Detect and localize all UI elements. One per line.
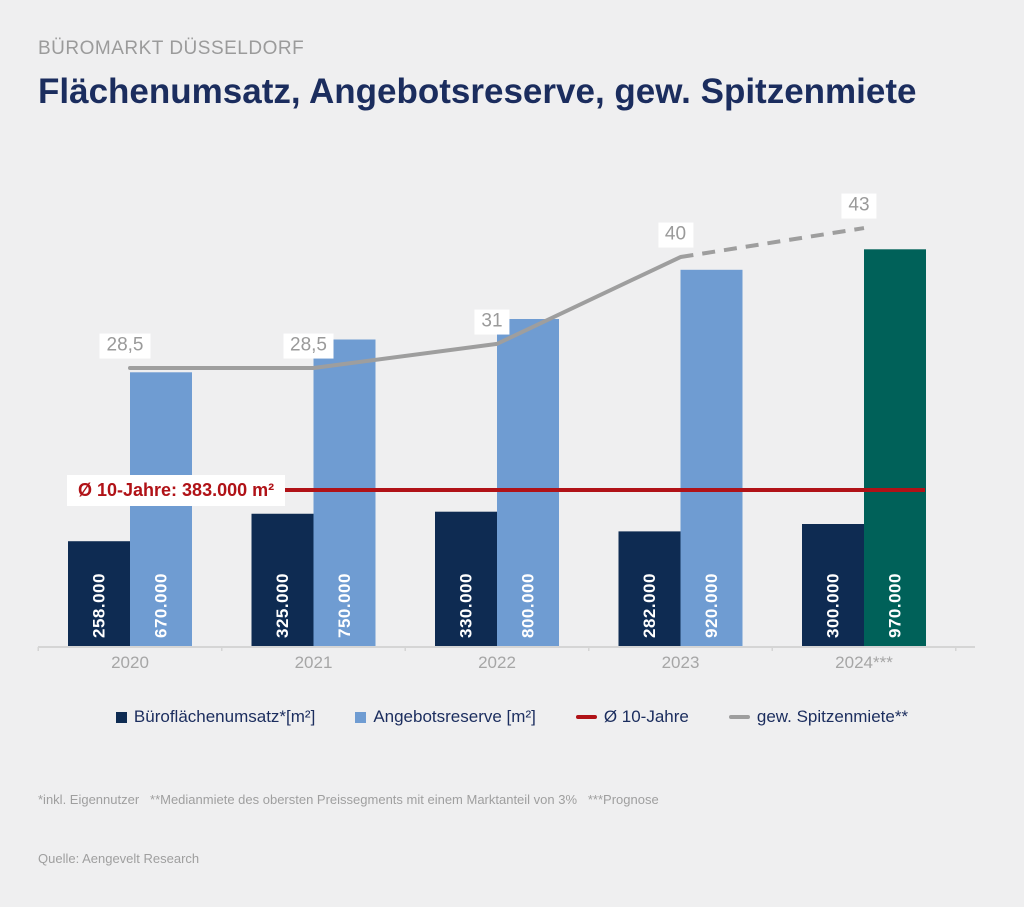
chart-legend: [0, 707, 1024, 727]
bar-value-label-umsatz-2024: 300.000: [823, 573, 843, 638]
spitzenmiete-line: [130, 257, 681, 368]
spitzenmiete-value-label-2024: 43: [841, 194, 876, 219]
legend-label: gew. Spitzenmiete**: [756, 707, 909, 726]
header-eyebrow: BÜROMARKT DÜSSELDORF: [38, 38, 305, 59]
spitzenmiete-line-forecast: [681, 228, 865, 257]
legend-square-icon: [355, 712, 366, 723]
x-axis-label-2021: 2021: [294, 653, 333, 672]
legend-item-umsatz: [116, 707, 315, 727]
bar-value-label-reserve-2022: 800.000: [518, 573, 538, 638]
spitzenmiete-value-label-2021: 28,5: [283, 334, 334, 359]
spitzenmiete-value-label-2022: 31: [474, 309, 509, 334]
bar-value-label-umsatz-2020: 258.000: [89, 573, 109, 638]
legend-label: Büroflächenumsatz*[m²]: [133, 707, 316, 726]
bar-value-label-reserve-2020: 670.000: [151, 573, 171, 638]
x-axis-label-2020: 2020: [111, 653, 149, 672]
footnotes: [38, 751, 659, 907]
bar-value-label-umsatz-2021: 325.000: [273, 573, 292, 638]
page-title: Flächenumsatz, Angebotsreserve, gew. Spitzenmiete: [38, 72, 917, 111]
x-axis-label-2022: 2022: [478, 653, 516, 672]
legend-dash-icon: [576, 715, 597, 719]
x-axis-label-2023: 2023: [661, 653, 700, 672]
legend-label: Angebotsreserve [m²]: [373, 707, 536, 726]
bar-value-label-reserve-2023: 920.000: [702, 573, 721, 638]
legend-square-icon: [116, 712, 127, 723]
spitzenmiete-value-label-2023: 40: [658, 223, 693, 248]
bar-value-label-reserve-2024: 970.000: [885, 573, 905, 638]
bar-value-label-umsatz-2022: 330.000: [456, 573, 476, 638]
legend-item-reserve: [355, 707, 536, 727]
bar-value-label-umsatz-2023: 282.000: [640, 573, 659, 638]
footnote-line: *inkl. Eigennutzer **Medianmiete des obersten Preissegments mit einem Marktanteil von 3% ***Prognose: [38, 792, 659, 807]
x-axis-label-2024: 2024***: [835, 653, 893, 672]
legend-item-spitzenmiete: [729, 707, 908, 727]
legend-dash-icon: [729, 715, 750, 719]
legend-label: Ø 10-Jahre: [603, 707, 689, 726]
bar-value-label-reserve-2021: 750.000: [335, 573, 354, 638]
reference-line-label: Ø 10-Jahre: 383.000 m²: [67, 475, 285, 506]
source-line: Quelle: Aengevelt Research: [38, 850, 200, 866]
spitzenmiete-value-label-2020: 28,5: [100, 334, 151, 359]
legend-item-zehn-jahre: [576, 707, 689, 727]
